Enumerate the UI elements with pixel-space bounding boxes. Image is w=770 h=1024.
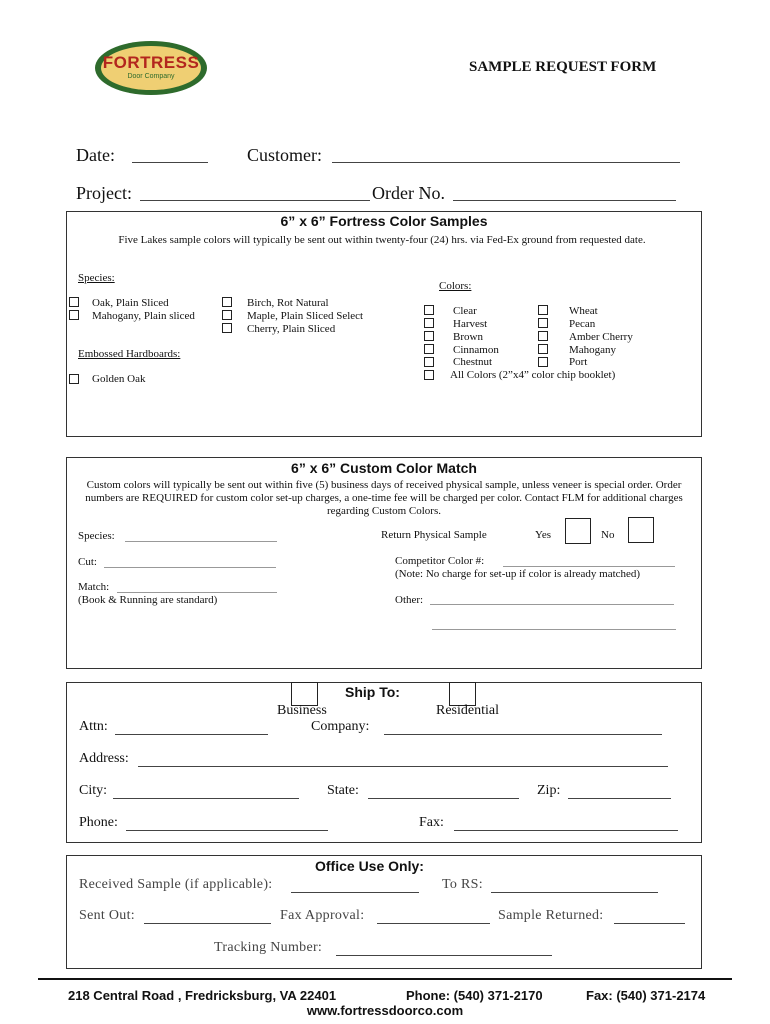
species-option: Mahogany, Plain sliced [92,310,195,322]
fax-field[interactable] [454,830,678,831]
footer-website[interactable]: www.fortressdoorco.com [306,1003,464,1018]
color-checkbox[interactable] [538,357,548,367]
competitor-field[interactable] [503,566,675,567]
tracking-label: Tracking Number: [214,940,323,955]
project-label: Project: [76,183,132,203]
fax-label: Fax: [419,815,444,830]
competitor-note: (Note: No charge for set-up if color is already matched) [395,568,641,580]
company-logo [94,40,208,96]
color-checkbox[interactable] [424,331,434,341]
address-field[interactable] [138,766,668,767]
all-colors-option: All Colors (2”x4” color chip booklet) [450,369,616,381]
species-option: Maple, Plain Sliced Select [247,310,364,322]
to-rs-label: To RS: [442,877,483,892]
color-option: Harvest [453,318,488,330]
logo-brand: FORTRESS [102,53,200,72]
species-checkbox[interactable] [222,297,232,307]
sent-out-label: Sent Out: [79,908,135,923]
color-checkbox[interactable] [538,305,548,315]
color-checkbox[interactable] [424,305,434,315]
sample-returned-field[interactable] [614,923,685,924]
no-label: No [601,529,615,541]
ship-to-heading: Ship To: [345,684,400,700]
ship-to-section [66,682,702,843]
sent-out-field[interactable] [144,923,271,924]
residential-label: Residential [436,703,499,718]
zip-field[interactable] [568,798,671,799]
fax-approval-label: Fax Approval: [280,908,365,923]
color-checkbox[interactable] [424,357,434,367]
customer-label: Customer: [247,145,322,165]
received-label: Received Sample (if applicable): [79,877,273,892]
footer-divider [38,978,732,980]
other-field[interactable] [430,604,674,605]
species-checkbox[interactable] [69,310,79,320]
color-option: Clear [453,305,477,317]
competitor-label: Competitor Color #: [395,555,485,567]
color-option: Port [569,356,588,368]
phone-field[interactable] [126,830,328,831]
embossed-option: Golden Oak [92,373,146,385]
species-checkbox[interactable] [69,297,79,307]
match-field[interactable] [117,592,277,593]
custom-match-heading: 6” x 6” Custom Color Match [291,460,477,476]
attn-field[interactable] [115,734,268,735]
embossed-checkbox[interactable] [69,374,79,384]
match-label: Match: [78,581,110,593]
species-option: Oak, Plain Sliced [92,297,169,309]
state-field[interactable] [368,798,519,799]
species-label: Species: [78,272,115,284]
company-label: Company: [311,719,370,734]
received-field[interactable] [291,892,419,893]
date-label: Date: [76,145,115,165]
cut-label: Cut: [78,556,97,568]
color-checkbox[interactable] [424,344,434,354]
other-field-2[interactable] [432,629,676,630]
return-sample-label: Return Physical Sample [381,529,487,541]
order-field[interactable] [453,200,676,201]
color-option: Chestnut [453,356,493,368]
office-use-heading: Office Use Only: [315,858,424,874]
state-label: State: [327,783,359,798]
city-field[interactable] [113,798,299,799]
logo-subtitle: Door Company [127,73,175,80]
cm-species-field[interactable] [125,541,277,542]
species-option: Birch, Rot Natural [247,297,329,309]
color-checkbox[interactable] [538,318,548,328]
yes-label: Yes [535,529,552,541]
return-yes-checkbox[interactable] [565,518,591,544]
custom-match-note: Custom colors will typically be sent out within five (5) business days of received physical sample, unless veneer is special order. Order numbers are REQUIRED for custom color set-up charges, a one-time fee will be charged per color. Contact FLM for additional charges regarding Custom Colors. [85,479,683,517]
footer-fax: Fax: (540) 371-2174 [586,988,706,1003]
species-checkbox[interactable] [222,323,232,333]
embossed-label: Embossed Hardboards: [78,348,181,360]
color-option: Amber Cherry [569,331,633,343]
other-label: Other: [395,594,424,606]
all-colors-checkbox[interactable] [424,370,434,380]
date-field[interactable] [132,162,208,163]
match-note: (Book & Running are standard) [78,594,218,606]
color-checkbox[interactable] [424,318,434,328]
cut-field[interactable] [104,567,276,568]
company-field[interactable] [384,734,662,735]
fax-approval-field[interactable] [377,923,490,924]
species-option: Cherry, Plain Sliced [247,323,336,335]
cm-species-label: Species: [78,530,115,542]
zip-label: Zip: [537,783,561,798]
sample-returned-label: Sample Returned: [498,908,604,923]
address-label: Address: [79,751,129,766]
color-option: Brown [453,331,483,343]
color-option: Cinnamon [453,344,499,356]
city-label: City: [79,783,108,798]
color-option: Mahogany [569,344,617,356]
return-no-checkbox[interactable] [628,517,654,543]
to-rs-field[interactable] [491,892,658,893]
project-field[interactable] [140,200,370,201]
color-checkbox[interactable] [538,331,548,341]
color-samples-heading: 6” x 6” Fortress Color Samples [280,213,488,229]
footer-address: 218 Central Road , Fredricksburg, VA 22401 [68,988,337,1003]
species-checkbox[interactable] [222,310,232,320]
business-label: Business [277,703,327,718]
form-title: SAMPLE REQUEST FORM [469,59,657,75]
color-option: Pecan [569,318,596,330]
colors-label: Colors: [439,280,472,292]
color-samples-note: Five Lakes sample colors will typically be sent out within twenty-four (24) hrs. via Fed-Ex ground from requested date. [118,234,646,246]
customer-field[interactable] [332,162,680,163]
color-checkbox[interactable] [538,344,548,354]
phone-label: Phone: [79,815,118,830]
attn-label: Attn: [79,719,108,734]
footer-phone: Phone: (540) 371-2170 [406,988,543,1003]
order-label: Order No. [372,183,445,203]
color-option: Wheat [569,305,598,317]
tracking-field[interactable] [336,955,552,956]
